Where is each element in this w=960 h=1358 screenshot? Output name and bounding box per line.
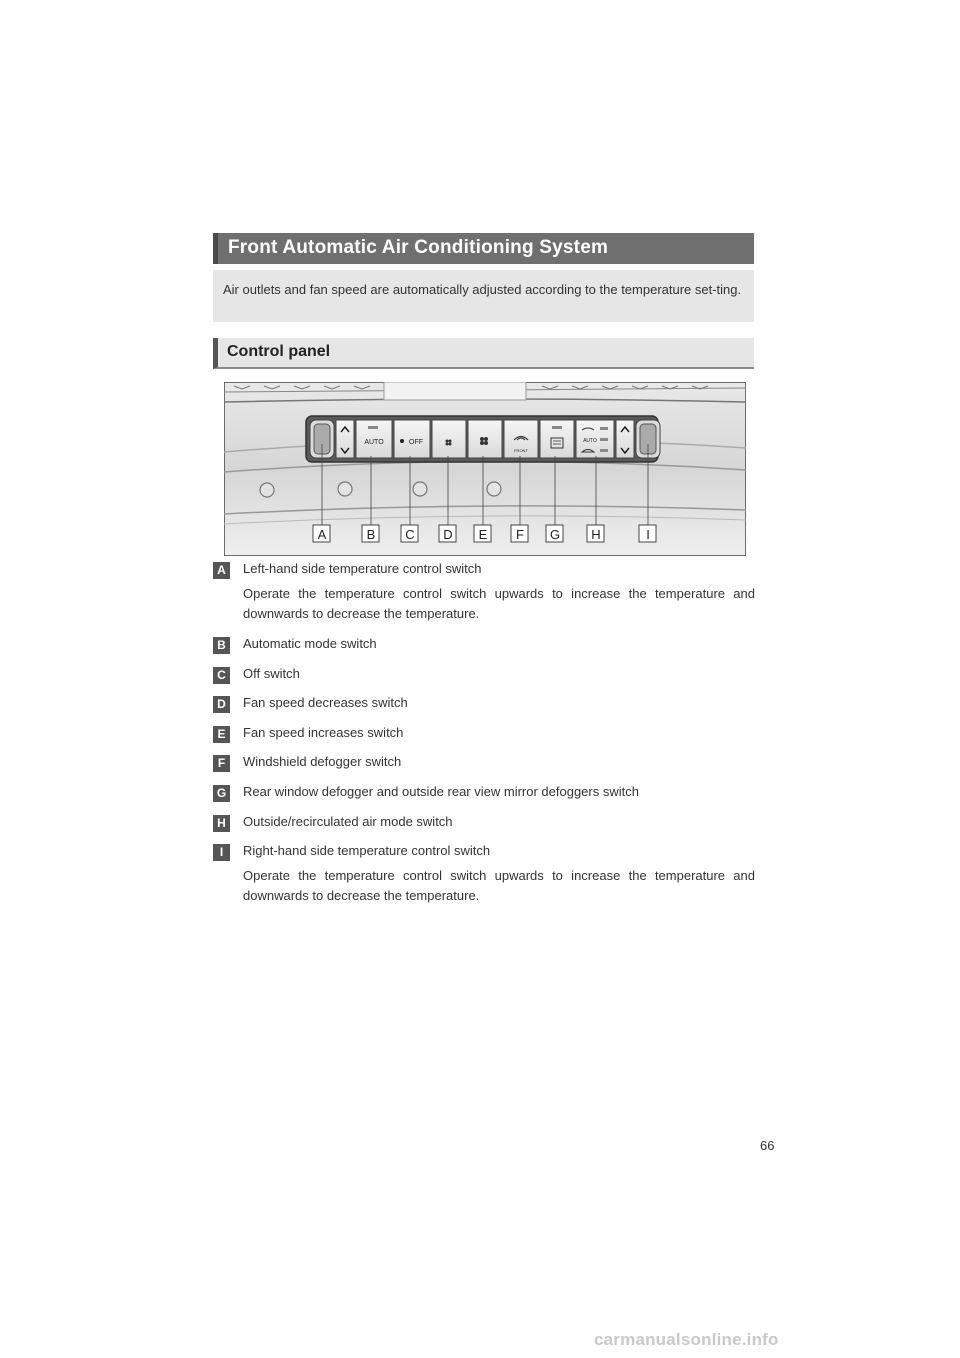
callout-f: F — [516, 527, 524, 542]
control-panel-drawing — [224, 382, 746, 556]
callout-d: D — [443, 527, 453, 542]
legend-badge: F — [213, 755, 230, 772]
section-header — [213, 233, 754, 264]
auto-button-label: AUTO — [364, 439, 384, 446]
legend-badge: C — [213, 667, 230, 684]
legend-description: Operate the temperature control switch upwards to increase the temperature and downwards to decrease the temperature. — [243, 868, 755, 903]
footer-watermark[interactable]: carmanualsonline.info — [594, 1330, 779, 1349]
section-title: Front Automatic Air Conditioning System — [228, 237, 609, 258]
callout-b: B — [366, 527, 376, 542]
legend-label: Windshield defogger switch — [243, 754, 402, 769]
callout-e: E — [478, 527, 488, 542]
callout-a: A — [317, 527, 327, 542]
legend-description: Operate the temperature control switch upwards to increase the temperature and downwards to decrease the temperature. — [243, 586, 755, 621]
legend-badge: G — [213, 785, 230, 802]
subsection-title: Control panel — [227, 343, 331, 360]
legend-label: Rear window defogger and outside rear view mirror defoggers switch — [243, 784, 639, 799]
page-number: 66 — [760, 1138, 775, 1153]
legend-badge: I — [213, 844, 230, 861]
legend-badge: D — [213, 696, 230, 713]
legend-label: Left-hand side temperature control switch — [243, 561, 482, 576]
legend-label: Off switch — [243, 666, 300, 681]
callout-g: G — [549, 527, 561, 542]
front-button-label: FRONT — [514, 448, 528, 453]
callout-h: H — [591, 527, 601, 542]
legend-badge: B — [213, 637, 230, 654]
auto-small-label: AUTO — [583, 438, 597, 444]
legend-label: Fan speed decreases switch — [243, 695, 408, 710]
legend-badge: E — [213, 726, 230, 743]
legend-label: Outside/recirculated air mode switch — [243, 814, 453, 829]
legend-badge: A — [213, 562, 230, 579]
legend-label: Automatic mode switch — [243, 636, 377, 651]
callout-c: C — [405, 527, 415, 542]
intro-text: Air outlets and fan speed are automatically adjusted according to the temperature set-ting. — [223, 282, 742, 297]
intro-box — [213, 270, 754, 322]
legend-badge: H — [213, 815, 230, 832]
legend-label: Fan speed increases switch — [243, 725, 404, 740]
off-button-label: OFF — [409, 439, 423, 446]
legend-label: Right-hand side temperature control switch — [243, 843, 491, 858]
subsection-header — [213, 338, 754, 369]
callout-i: I — [646, 527, 650, 542]
control-panel-illustration — [224, 382, 746, 556]
